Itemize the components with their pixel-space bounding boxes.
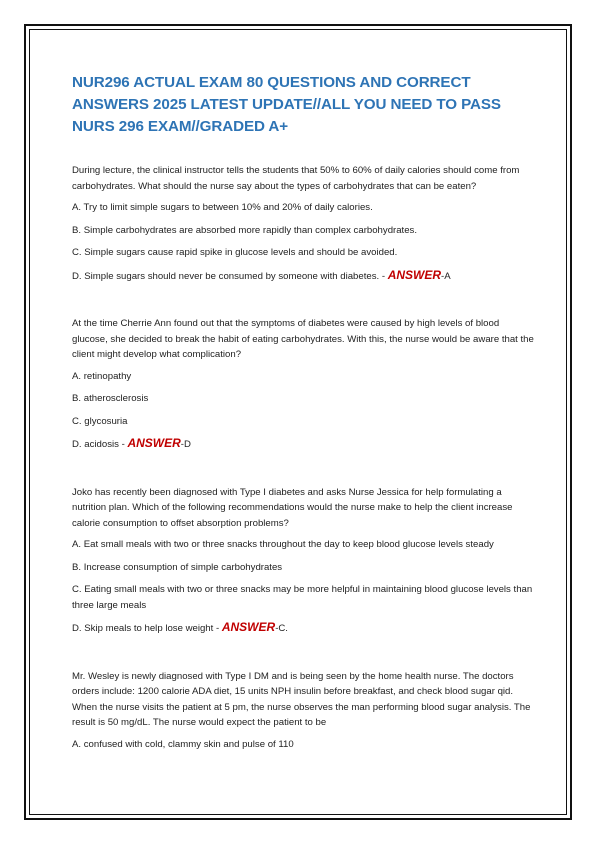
question-block-2 — [72, 316, 534, 453]
option-a: A. Eat small meals with two or three snacks throughout the day to keep blood glucose levels steady — [72, 539, 494, 550]
option-c: C. Eating small meals with two or three snacks may be more helpful in maintaining blood glucose levels than three large meals — [72, 584, 533, 611]
option-d-text: D. Simple sugars should never be consumed by someone with diabetes. — [72, 270, 380, 282]
option-d-text: D. acidosis — [72, 439, 119, 450]
question-block-3 — [72, 485, 534, 637]
option-b: B. Increase consumption of simple carbohydrates — [72, 561, 283, 573]
option-d-text: D. Skip meals to help lose weight — [72, 623, 214, 634]
answer-value: -D — [180, 439, 191, 450]
question-text: Joko has recently been diagnosed with Type I diabetes and asks Nurse Jessica for help formulating a nutrition plan. Which of the following recommendations would the nurse make to help the client increase calorie consumption to offset absorption problems? — [72, 486, 513, 529]
answer-label: ANSWER — [387, 267, 442, 282]
question-text: Mr. Wesley is newly diagnosed with Type I DM and is being seen by the home health nurse. The doctors orders include: 1200 calorie ADA diet, 15 units NPH insulin before breakfast, and check blood sugar qid. When the nurse visits the patient at 5 pm, the nurse observes the man performing blood sugar analysis. The result is 50 mg/dL. The nurse would expect the patient to be — [72, 670, 531, 728]
document-title: NUR296 ACTUAL EXAM 80 QUESTIONS AND CORRECT ANSWERS 2025 LATEST UPDATE//ALL YOU NEED TO PASS NURS 296 EXAM//GRADED A+ — [72, 74, 501, 135]
answer-label: ANSWER — [127, 436, 181, 450]
option-a: A. retinopathy — [72, 370, 132, 382]
answer-value: -C. — [275, 623, 288, 634]
question-block-1 — [72, 163, 534, 284]
option-c: C. glycosuria — [72, 415, 128, 427]
option-a: A. Try to limit simple sugars to between 10% and 20% of daily calories. — [72, 202, 373, 213]
option-a: A. confused with cold, clammy skin and pulse of 110 — [72, 738, 294, 750]
question-text: During lecture, the clinical instructor tells the students that 50% to 60% of daily calories should come from carbohydrates. What should the nurse say about the types of carbohydrates that can be eaten? — [72, 165, 520, 192]
option-d — [72, 436, 534, 453]
option-c: C. Simple sugars cause rapid spike in glucose levels and should be avoided. — [72, 247, 398, 258]
question-text: At the time Cherrie Ann found out that the symptoms of diabetes were caused by high levels of blood glucose, she decided to break the habit of eating carbohydrates. With this, the nurse would be aware that the client might develop what complication? — [72, 318, 534, 360]
option-d — [72, 620, 534, 637]
answer-prefix: - — [213, 623, 222, 634]
answer-label: ANSWER — [221, 620, 276, 634]
option-b: B. atherosclerosis — [72, 393, 149, 404]
answer-prefix: - — [118, 439, 128, 450]
option-d — [72, 268, 534, 285]
answer-value: -A — [441, 270, 451, 282]
answer-prefix: - — [379, 270, 388, 282]
option-b: B. Simple carbohydrates are absorbed more rapidly than complex carbohydrates. — [72, 224, 418, 236]
document-body — [72, 72, 534, 759]
question-block-4 — [72, 669, 534, 753]
